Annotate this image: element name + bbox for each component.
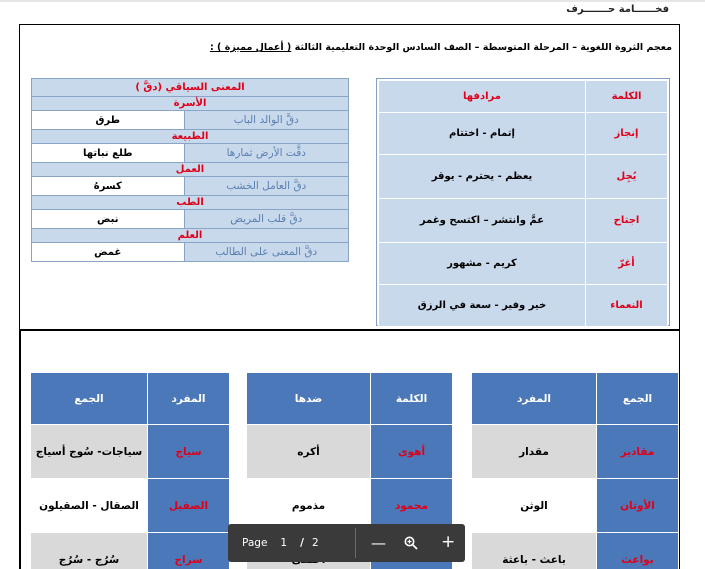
- table-row: [32, 177, 349, 196]
- antonym-opposite: مذموم: [247, 479, 371, 533]
- table-row: [247, 425, 453, 479]
- synonyms-header-meaning: مرادفها: [379, 81, 586, 113]
- frame-edge-left: [19, 330, 21, 569]
- context-category: الطب: [32, 196, 349, 210]
- page-number-input[interactable]: 1: [280, 537, 288, 549]
- heading-highlight: ( أعمال مميزة ) :: [209, 42, 292, 53]
- context-meaning: كسرهُ: [32, 177, 185, 196]
- plural-word: بواعث: [597, 533, 679, 569]
- antonym-word: محمود: [371, 479, 453, 533]
- antonyms-header-word: الكلمة: [371, 373, 453, 425]
- synonym-word: اجتاح: [586, 199, 668, 243]
- plurals-right-header-singular: المفرد: [472, 373, 597, 425]
- table-row: [379, 285, 668, 327]
- synonym-meaning: كريم - مشهور: [379, 243, 586, 285]
- page-total: 2: [311, 537, 319, 549]
- table-row: [32, 210, 349, 229]
- plural-word: سُرُج - سُرُج: [31, 533, 148, 569]
- singular-word: الصقيل: [148, 479, 230, 533]
- singular-word: الوثن: [472, 479, 597, 533]
- heading-main: معجم الثروة اللغوية – المرحلة المتوسطة – الصف السادس الوحدة التعليمية الثالثة: [294, 42, 672, 53]
- plurals-right-header-plural: الجمع: [597, 373, 679, 425]
- table-row: [31, 425, 230, 479]
- toolbar-divider: [355, 528, 356, 558]
- context-meaning: غمض: [32, 243, 185, 262]
- plurals-left-header-plural: الجمع: [31, 373, 148, 425]
- frame-divider: [19, 329, 680, 331]
- antonym-word: أهوى: [371, 425, 453, 479]
- zoom-in-button[interactable]: +: [441, 532, 456, 552]
- synonyms-header-row: [379, 81, 668, 113]
- top-divider: [0, 0, 705, 2]
- table-row: [379, 199, 668, 243]
- context-table: [31, 78, 349, 262]
- antonym-opposite: أكره: [247, 425, 371, 479]
- magnifier-icon: [404, 536, 418, 550]
- synonym-meaning: يعظم - يحترم - يوقر: [379, 155, 586, 199]
- table-row: [472, 479, 679, 533]
- context-title: المعنى السياقي (دقَّ ): [32, 79, 349, 97]
- antonyms-header-opposite: ضدها: [247, 373, 371, 425]
- singular-word: باعث - باعثة: [472, 533, 597, 569]
- table-row: [379, 243, 668, 285]
- context-category: الأسرة: [32, 97, 349, 111]
- context-meaning: نبض: [32, 210, 185, 229]
- table-row: [32, 111, 349, 130]
- plurals-left-table: [30, 372, 230, 569]
- singular-word: سراج: [148, 533, 230, 569]
- table-row: [31, 479, 230, 533]
- table-row: [472, 533, 679, 569]
- plural-word: الصقال - الصقيلون: [31, 479, 148, 533]
- plurals-right-table: [471, 372, 679, 569]
- plurals-left-header-singular: المفرد: [148, 373, 230, 425]
- plural-word: الأوثان: [597, 479, 679, 533]
- zoom-out-button[interactable]: —: [371, 534, 386, 552]
- synonym-meaning: عمَّ وانتشر – اكتسح وغمر: [379, 199, 586, 243]
- synonym-word: أغرّ: [586, 243, 668, 285]
- synonym-word: إنجاز: [586, 113, 668, 155]
- table-row: [31, 533, 230, 569]
- synonym-meaning: إتمام - اختتام: [379, 113, 586, 155]
- context-example: دقَّ قلب المريض: [184, 210, 348, 229]
- zoom-reset-button[interactable]: [404, 536, 418, 550]
- context-example: دقَّ الوالد الباب: [184, 111, 348, 130]
- page-heading: [210, 42, 672, 53]
- plural-word: سياجات- سُوج أسياج: [31, 425, 148, 479]
- singular-word: مقدار: [472, 425, 597, 479]
- synonyms-table: [378, 80, 668, 327]
- context-example: دقَّ المعنى على الطالب: [184, 243, 348, 262]
- synonyms-header-word: الكلمة: [586, 81, 668, 113]
- page-separator: /: [300, 537, 304, 549]
- context-meaning: طلع نباتها: [32, 144, 185, 163]
- synonym-word: النعماء: [586, 285, 668, 327]
- page-label: Page: [242, 537, 268, 549]
- synonym-meaning: خير وفير - سعة في الرزق: [379, 285, 586, 327]
- brand-title: فخــــــامة حـــــــرف: [566, 4, 669, 15]
- context-category: العمل: [32, 163, 349, 177]
- table-row: [32, 144, 349, 163]
- context-category: الطبيعة: [32, 130, 349, 144]
- table-row: [379, 113, 668, 155]
- plural-word: مقادير: [597, 425, 679, 479]
- table-row: [472, 425, 679, 479]
- context-example: دقَّت الأرض ثمارها: [184, 144, 348, 163]
- singular-word: سياج: [148, 425, 230, 479]
- pdf-page-toolbar: [228, 524, 465, 562]
- context-category: العلم: [32, 229, 349, 243]
- table-row: [32, 243, 349, 262]
- synonym-word: يُجِل: [586, 155, 668, 199]
- context-example: دقَّ العامل الخشب: [184, 177, 348, 196]
- table-row: [379, 155, 668, 199]
- context-meaning: طرق: [32, 111, 185, 130]
